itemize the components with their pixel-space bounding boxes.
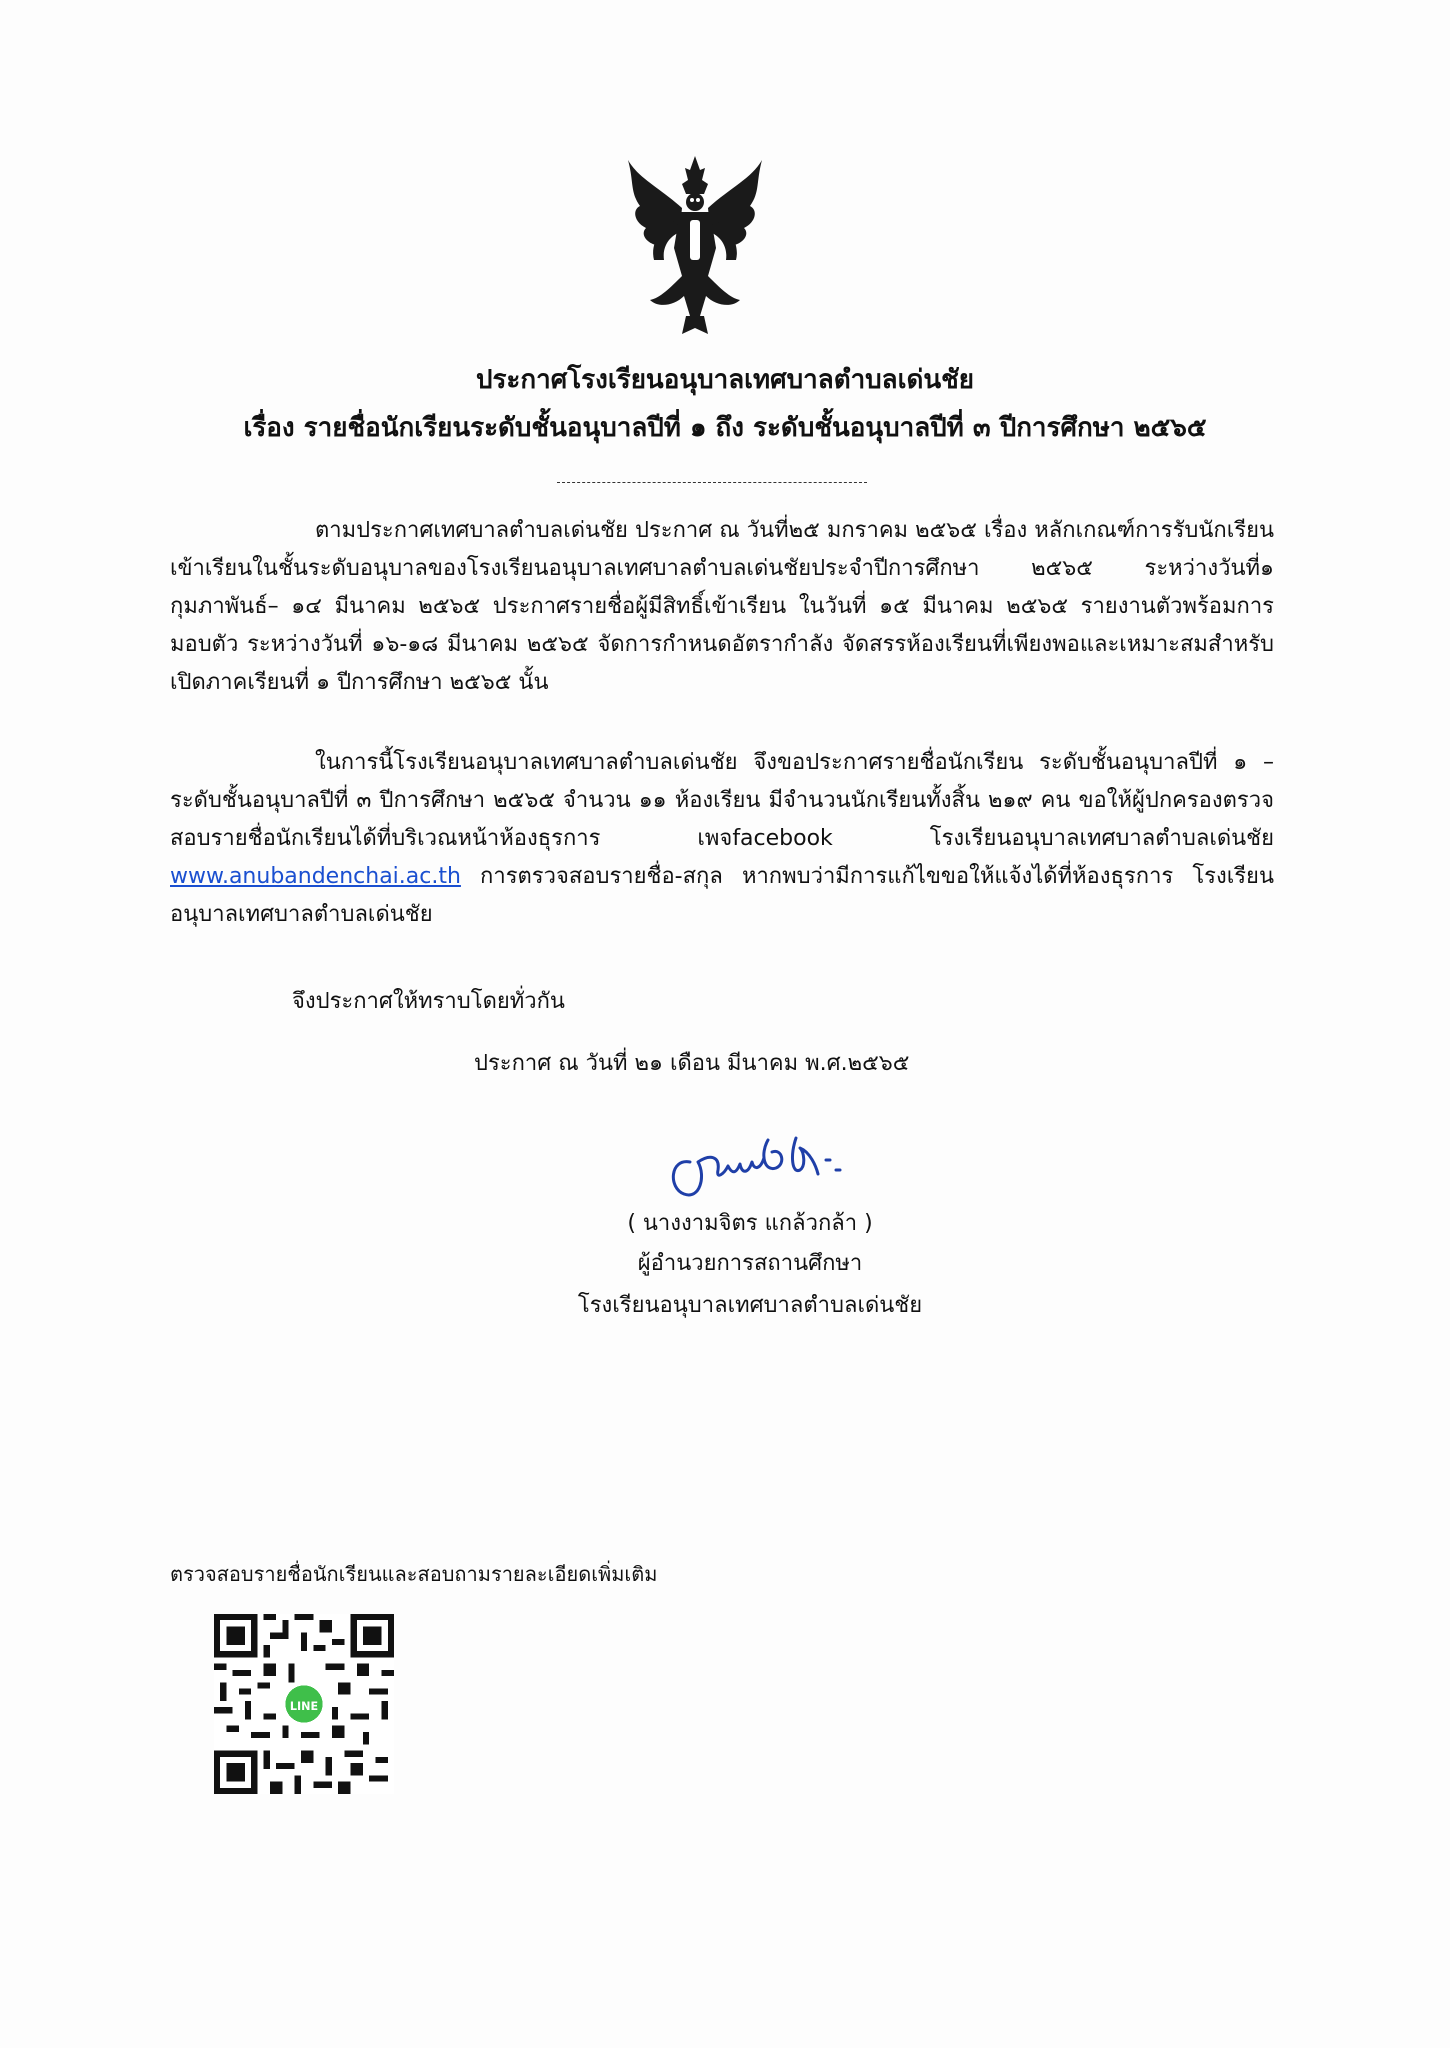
- closing-statement: จึงประกาศให้ทราบโดยทั่วกัน: [292, 989, 565, 1014]
- qr-caption: ตรวจสอบรายชื่อนักเรียนและสอบถามรายละเอียดเพิ่มเติม: [170, 1562, 658, 1586]
- paragraph-announcement-text-a: ในการนี้โรงเรียนอนุบาลเทศบาลตำบลเด่นชัย จึงขอประกาศรายชื่อนักเรียน ระดับชั้นอนุบาลปีที่ ๑ – ระดับชั้นอนุบาลปีที่ ๓ ปีการศึกษา ๒๕๖๕ จำนวน ๑๑ ห้องเรียน มีจำนวนนักเรียนทั้งสิ้น ๒๑๙ คน ขอให้ผู้ปกครองตรวจสอบรายชื่อนักเรียนได้ที่บริเวณหน้าห้องธุรการ เพจfacebook โรงเรียนอนุบาลเทศบาลตำบลเด่นชัย: [170, 750, 1274, 851]
- paragraph-background-text: ตามประกาศเทศบาลตำบลเด่นชัย ประกาศ ณ วันที่๒๕ มกราคม ๒๕๖๕ เรื่อง หลักเกณฑ์การรับนักเรียนเข้าเรียนในชั้นระดับอนุบาลของโรงเรียนอนุบาลเทศบาลตำบลเด่นชัยประจำปีการศึกษา ๒๕๖๕ ระหว่างวันที่๑ กุมภาพันธ์– ๑๔ มีนาคม ๒๕๖๕ ประกาศรายชื่อผู้มีสิทธิ์เข้าเรียน ในวันที่ ๑๕ มีนาคม ๒๕๖๕ รายงานตัวพร้อมการมอบตัว ระหว่างวันที่ ๑๖-๑๘ มีนาคม ๒๕๖๕ จัดการกำหนดอัตรากำลัง จัดสรรห้องเรียนที่เพียงพอและเหมาะสมสำหรับเปิดภาคเรียนที่ ๑ ปีการศึกษา ๒๕๖๕ นั้น: [170, 518, 1274, 695]
- signer-name: ( นางงามจิตร แกล้วกล้า ): [627, 1211, 873, 1236]
- qr-code-icon[interactable]: [214, 1614, 394, 1794]
- title-divider: [557, 482, 867, 483]
- school-website-link[interactable]: www.anubandenchai.ac.th: [170, 864, 461, 889]
- document-title: ประกาศโรงเรียนอนุบาลเทศบาลตำบลเด่นชัย: [475, 365, 975, 395]
- paragraph-background: [170, 512, 1274, 702]
- garuda-emblem-icon: [620, 148, 770, 338]
- signature-icon: [650, 1118, 900, 1208]
- paragraph-announcement: [170, 744, 1274, 934]
- line-badge: LINE: [289, 1700, 319, 1714]
- signer-organization: โรงเรียนอนุบาลเทศบาลตำบลเด่นชัย: [577, 1293, 923, 1318]
- paragraph-announcement-text-b: การตรวจสอบรายชื่อ-สกุล หากพบว่ามีการแก้ไขขอให้แจ้งได้ที่ห้องธุรการ โรงเรียนอนุบาลเทศบาลตำบลเด่นชัย: [170, 864, 1274, 927]
- signer-position: ผู้อำนวยการสถานศึกษา: [637, 1251, 863, 1276]
- announcement-date: ประกาศ ณ วันที่ ๒๑ เดือน มีนาคม พ.ศ.๒๕๖๕: [474, 1051, 910, 1076]
- document-subject: เรื่อง รายชื่อนักเรียนระดับชั้นอนุบาลปีที่ ๑ ถึง ระดับชั้นอนุบาลปีที่ ๓ ปีการศึกษา ๒๕๖๕: [243, 413, 1207, 443]
